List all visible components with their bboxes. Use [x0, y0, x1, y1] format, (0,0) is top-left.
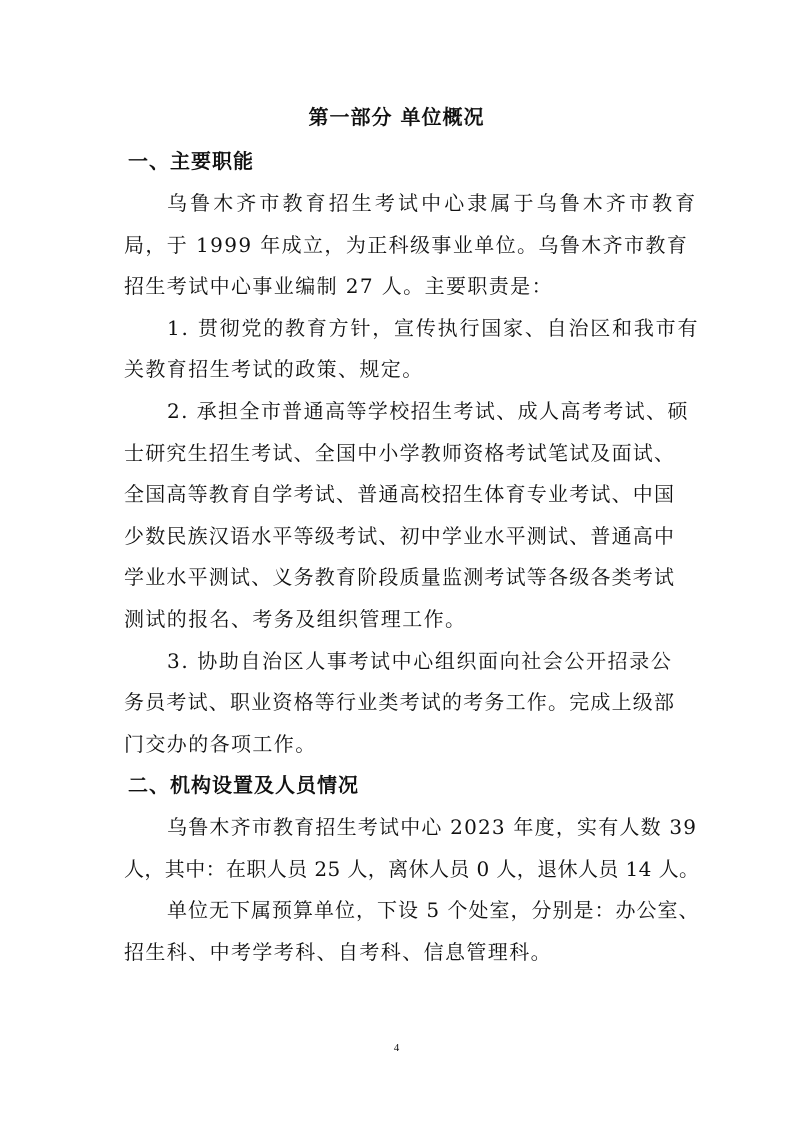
- section-heading-organization-staff: 二、机构设置及人员情况: [128, 773, 359, 797]
- paragraph-line: 招生考试中心事业编制 27 人。主要职责是：: [124, 274, 553, 298]
- paragraph-line: 单位无下属预算单位，下设 5 个处室，分别是：办公室、: [167, 898, 700, 922]
- paragraph-line: 学业水平测试、义务教育阶段质量监测考试等各级各类考试: [124, 565, 676, 589]
- section-heading-main-functions: 一、主要职能: [128, 149, 254, 173]
- paragraph-line: 1. 贯彻党的教育方针，宣传执行国家、自治区和我市有: [167, 316, 700, 340]
- paragraph-line: 士研究生招生考试、全国中小学教师资格考试笔试及面试、: [124, 441, 676, 465]
- paragraph-line: 招生科、中考学考科、自考科、信息管理科。: [124, 940, 552, 964]
- paragraph-line: 3. 协助自治区人事考试中心组织面向社会公开招录公: [167, 649, 673, 673]
- page-title: 第一部分 单位概况: [308, 105, 485, 129]
- paragraph-line: 少数民族汉语水平等级考试、初中学业水平测试、普通高中: [124, 524, 676, 548]
- paragraph-line: 局，于 1999 年成立，为正科级事业单位。乌鲁木齐市教育: [124, 233, 689, 257]
- paragraph-line: 全国高等教育自学考试、普通高校招生体育专业考试、中国: [124, 482, 676, 506]
- paragraph-line: 关教育招生考试的政策、规定。: [124, 357, 424, 381]
- page-number: 4: [393, 1042, 400, 1054]
- paragraph-line: 门交办的各项工作。: [124, 732, 317, 756]
- paragraph-line: 乌鲁木齐市教育招生考试中心隶属于乌鲁木齐市教育: [167, 191, 699, 215]
- paragraph-line: 2. 承担全市普通高等学校招生考试、成人高考考试、硕: [167, 399, 689, 423]
- paragraph-line: 人，其中：在职人员 25 人，离休人员 0 人，退休人员 14 人。: [124, 857, 700, 881]
- paragraph-line: 务员考试、职业资格等行业类考试的考务工作。完成上级部: [124, 690, 676, 714]
- paragraph-line: 乌鲁木齐市教育招生考试中心 2023 年度，实有人数 39: [167, 815, 698, 839]
- paragraph-line: 测试的报名、考务及组织管理工作。: [124, 607, 467, 631]
